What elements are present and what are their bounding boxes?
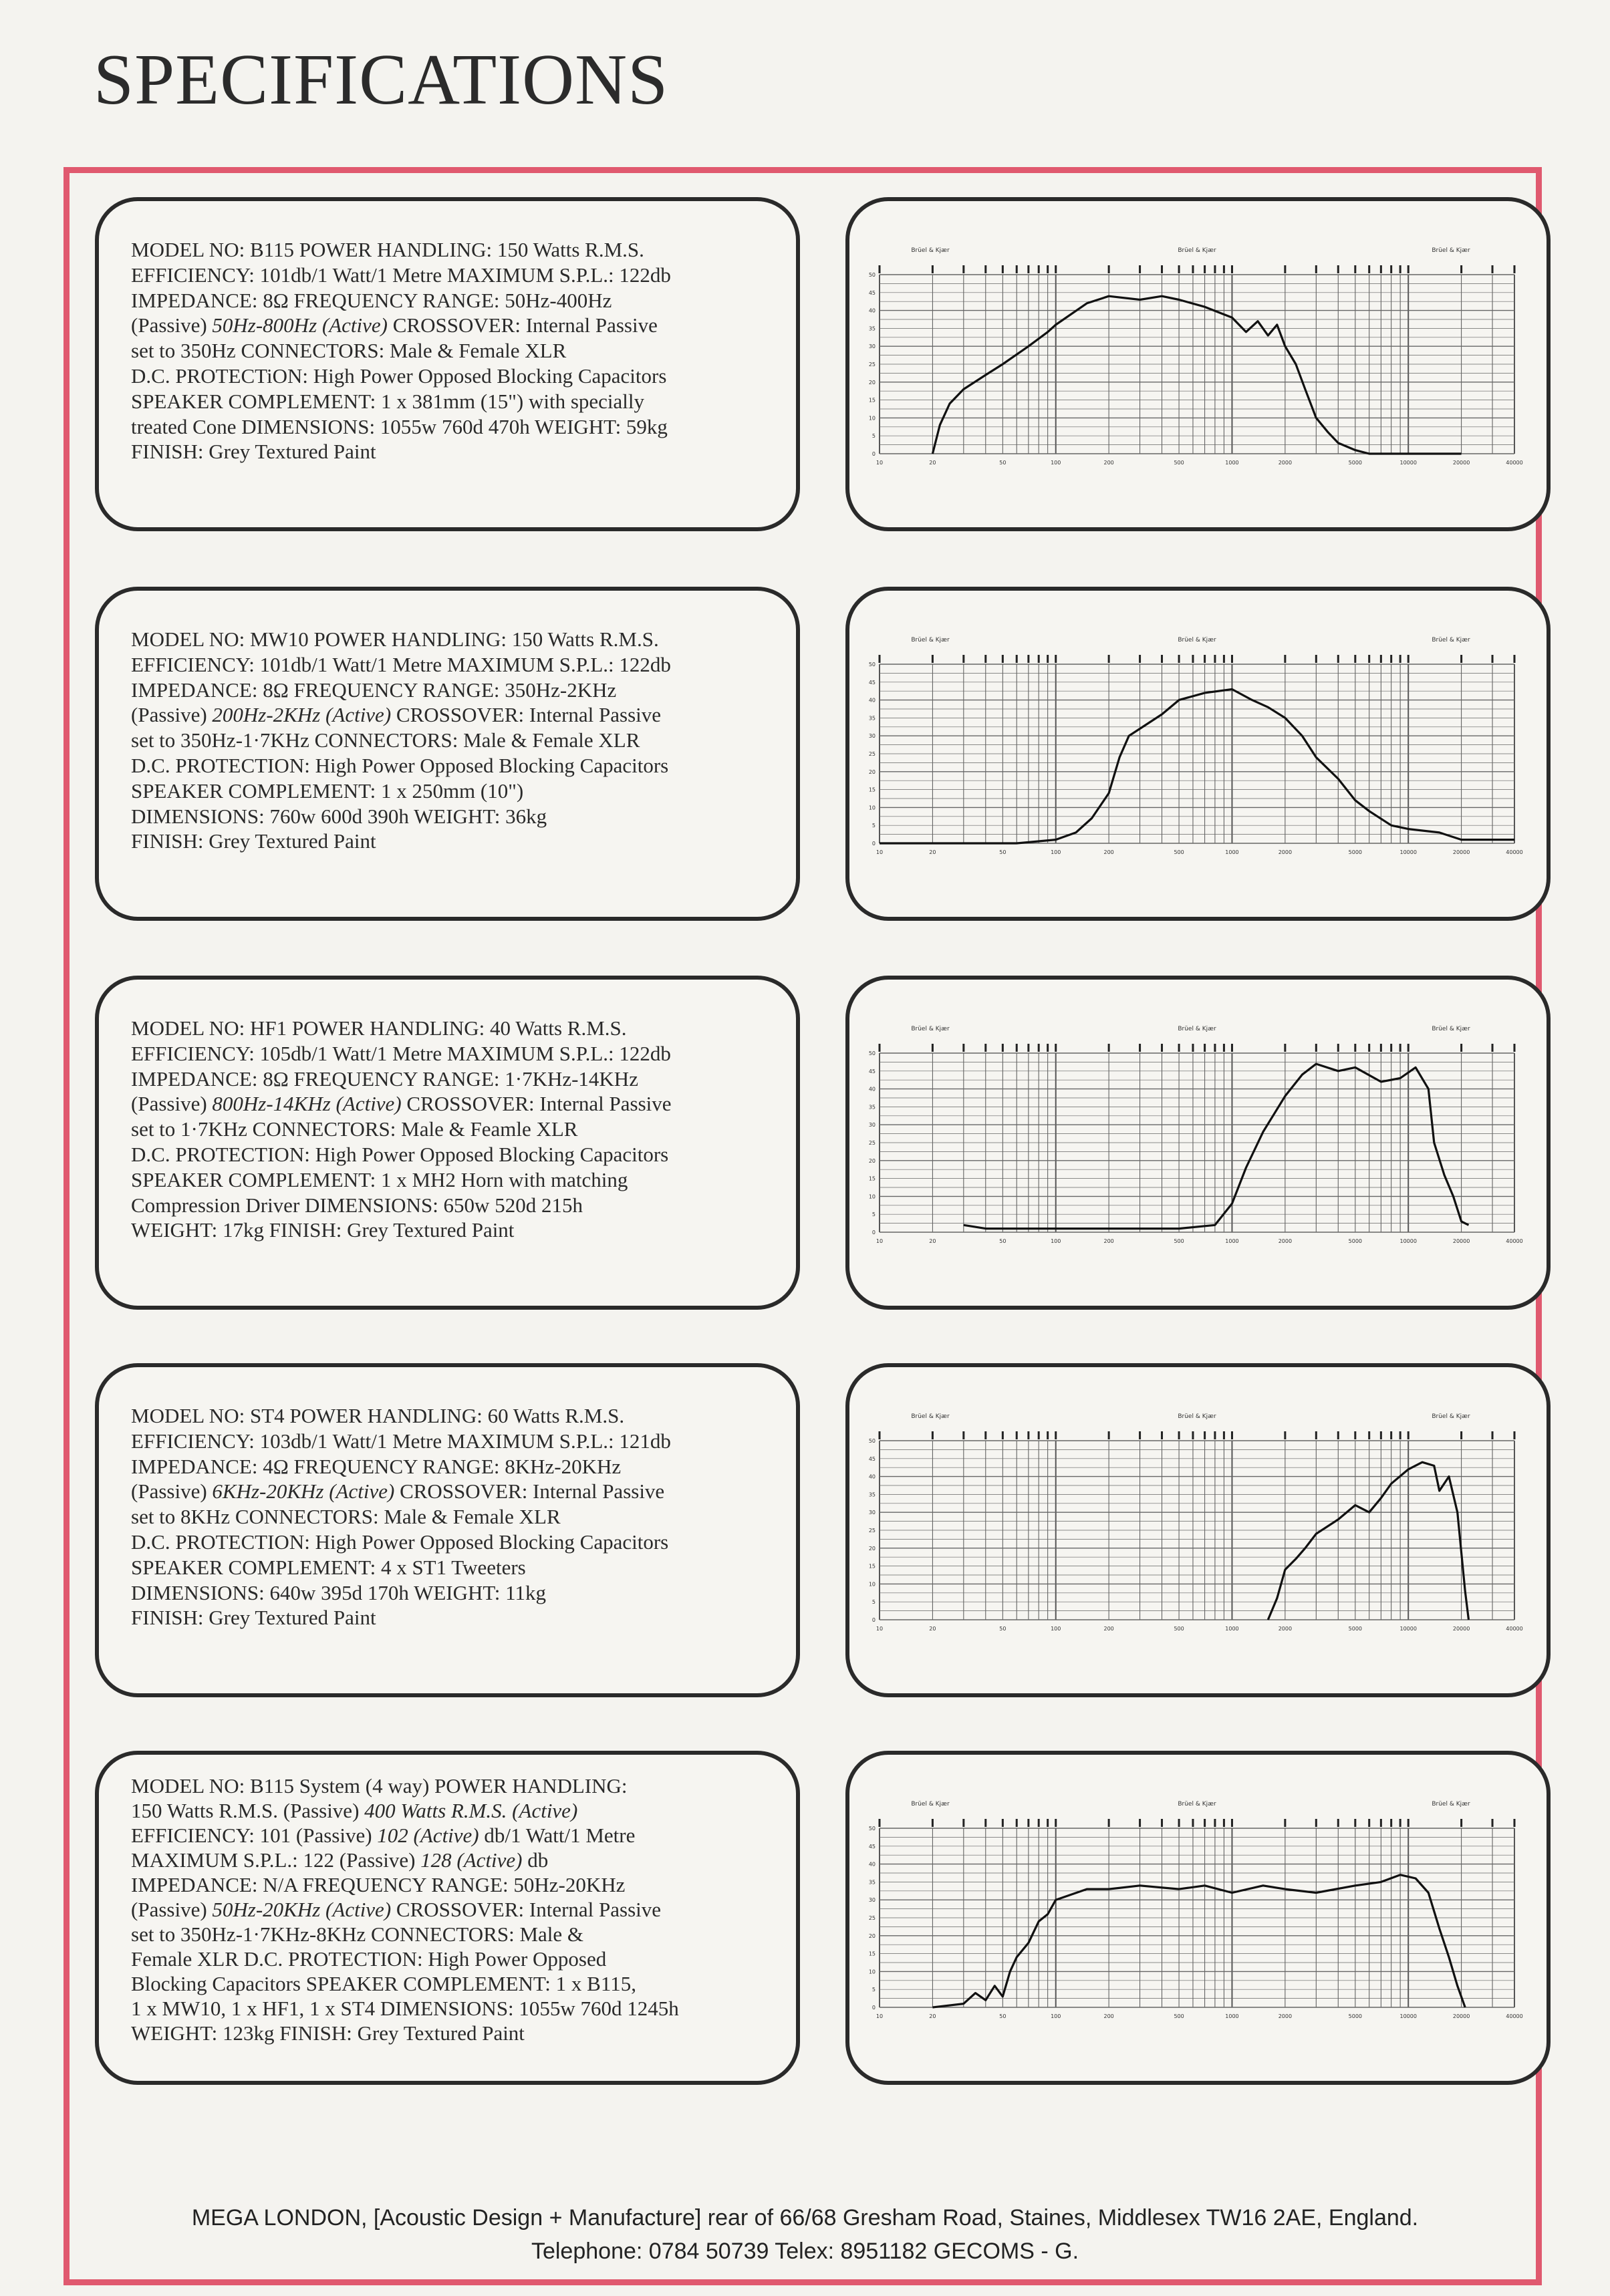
y-tick-label: 45 — [868, 679, 876, 686]
x-tick-label: 1000 — [1225, 849, 1239, 855]
spec-panel-5 — [95, 1751, 800, 2085]
y-tick-label: 20 — [868, 1157, 876, 1164]
spec-line: EFFICIENCY: 103db/1 Watt/1 Metre MAXIMUM S.P.L.: 121db — [131, 1429, 671, 1453]
brand-label: Brüel & Kjær — [1432, 1026, 1470, 1032]
brand-label: Brüel & Kjær — [911, 1026, 950, 1032]
y-tick-label: 25 — [868, 1140, 876, 1146]
x-tick-label: 1000 — [1225, 2013, 1239, 2019]
spec-line: (Passive) 800Hz-14KHz (Active) CROSSOVER: Internal Passive — [131, 1092, 672, 1116]
spec-line: set to 1·7KHz CONNECTORS: Male & Feamle XLR — [131, 1117, 578, 1141]
x-tick-label: 2000 — [1278, 2013, 1293, 2019]
x-tick-label: 500 — [1174, 1626, 1184, 1632]
brand-label: Brüel & Kjær — [1432, 1801, 1470, 1808]
spec-line: IMPEDANCE: 8Ω FREQUENCY RANGE: 50Hz-400Hz — [131, 288, 612, 312]
y-tick-label: 10 — [868, 805, 876, 811]
y-tick-label: 0 — [871, 451, 876, 457]
spec-line: FINISH: Grey Textured Paint — [131, 829, 376, 853]
y-tick-label: 20 — [868, 768, 876, 775]
y-tick-label: 25 — [868, 1528, 876, 1534]
x-tick-label: 2000 — [1278, 1626, 1293, 1632]
brand-label: Brüel & Kjær — [1432, 1413, 1470, 1420]
spec-panel-3 — [95, 976, 800, 1310]
y-tick-label: 40 — [868, 697, 876, 704]
y-tick-label: 5 — [871, 823, 876, 829]
x-tick-label: 1000 — [1225, 1238, 1239, 1244]
y-tick-label: 40 — [868, 1861, 876, 1868]
frequency-response-chart — [849, 1755, 1547, 2081]
spec-line: MODEL NO: HF1 POWER HANDLING: 40 Watts R.M.S. — [131, 1016, 627, 1040]
y-tick-label: 50 — [868, 1826, 876, 1832]
y-tick-label: 35 — [868, 1491, 876, 1498]
spec-line: EFFICIENCY: 101db/1 Watt/1 Metre MAXIMUM S.P.L.: 122db — [131, 652, 671, 676]
x-tick-label: 2000 — [1278, 849, 1293, 855]
spec-line: MODEL NO: B115 System (4 way) POWER HANDLING: — [131, 1774, 628, 1798]
x-tick-label: 20 — [929, 1238, 936, 1244]
y-tick-label: 35 — [868, 1104, 876, 1111]
x-tick-label: 5000 — [1348, 1626, 1363, 1632]
x-tick-label: 10 — [876, 849, 884, 855]
x-tick-label: 500 — [1174, 1238, 1184, 1244]
spec-line: IMPEDANCE: N/A FREQUENCY RANGE: 50Hz-20KHz — [131, 1873, 626, 1896]
frequency-response-chart — [849, 980, 1547, 1306]
y-tick-label: 20 — [868, 379, 876, 386]
x-tick-label: 100 — [1051, 1626, 1061, 1632]
x-tick-label: 10000 — [1399, 460, 1417, 466]
spec-line: set to 350Hz-1·7KHz-8KHz CONNECTORS: Male & — [131, 1922, 584, 1946]
y-tick-label: 0 — [871, 841, 876, 847]
x-tick-label: 200 — [1103, 2013, 1114, 2019]
response-graph-panel-4 — [845, 1363, 1551, 1697]
frequency-response-chart — [849, 591, 1547, 917]
x-tick-label: 50 — [999, 1626, 1007, 1632]
x-tick-label: 500 — [1174, 2013, 1184, 2019]
y-tick-label: 30 — [868, 1122, 876, 1129]
response-curve — [932, 296, 1461, 454]
x-tick-label: 20000 — [1452, 1626, 1470, 1632]
y-tick-label: 5 — [871, 433, 876, 440]
brand-label: Brüel & Kjær — [911, 1801, 950, 1808]
x-tick-label: 20000 — [1452, 849, 1470, 855]
response-graph-panel-2 — [845, 587, 1551, 921]
x-tick-label: 40000 — [1506, 460, 1523, 466]
x-tick-label: 1000 — [1225, 1626, 1239, 1632]
y-tick-label: 0 — [871, 1230, 876, 1236]
spec-panel-4 — [95, 1363, 800, 1697]
x-tick-label: 5000 — [1348, 1238, 1363, 1244]
x-tick-label: 100 — [1051, 1238, 1061, 1244]
spec-line: Female XLR D.C. PROTECTION: High Power Opposed — [131, 1947, 607, 1971]
x-tick-label: 500 — [1174, 849, 1184, 855]
y-tick-label: 35 — [868, 1879, 876, 1886]
y-tick-label: 30 — [868, 1510, 876, 1516]
footer-address: MEGA LONDON, [Acoustic Design + Manufacture] rear of 66/68 Gresham Road, Staines, Middlesex TW16 2AE, England. — [191, 2205, 1419, 2231]
x-tick-label: 5000 — [1348, 460, 1363, 466]
x-tick-label: 20 — [929, 1626, 936, 1632]
spec-line: 1 x MW10, 1 x HF1, 1 x ST4 DIMENSIONS: 1055w 760d 1245h — [131, 1997, 679, 2020]
y-tick-label: 30 — [868, 1897, 876, 1904]
spec-line: (Passive) 200Hz-2KHz (Active) CROSSOVER: Internal Passive — [131, 703, 662, 727]
y-tick-label: 10 — [868, 1193, 876, 1200]
spec-line: EFFICIENCY: 105db/1 Watt/1 Metre MAXIMUM S.P.L.: 122db — [131, 1041, 671, 1065]
x-tick-label: 40000 — [1506, 849, 1523, 855]
y-tick-label: 35 — [868, 325, 876, 332]
y-tick-label: 20 — [868, 1545, 876, 1552]
x-tick-label: 20 — [929, 849, 936, 855]
brand-label: Brüel & Kjær — [911, 1413, 950, 1420]
x-tick-label: 200 — [1103, 460, 1114, 466]
brand-label: Brüel & Kjær — [1178, 1413, 1216, 1420]
x-tick-label: 10 — [876, 2013, 884, 2019]
y-tick-label: 30 — [868, 343, 876, 350]
x-tick-label: 10 — [876, 460, 884, 466]
brand-label: Brüel & Kjær — [1178, 637, 1216, 643]
x-tick-label: 20 — [929, 2013, 936, 2019]
spec-line: (Passive) 50Hz-800Hz (Active) CROSSOVER: Internal Passive — [131, 313, 658, 337]
x-tick-label: 100 — [1051, 2013, 1061, 2019]
x-tick-label: 100 — [1051, 460, 1061, 466]
spec-line: WEIGHT: 17kg FINISH: Grey Textured Paint — [131, 1218, 515, 1242]
y-tick-label: 40 — [868, 1473, 876, 1480]
footer-contacts: Telephone: 0784 50739 Telex: 8951182 GECOMS - G. — [531, 2239, 1079, 2264]
y-tick-label: 10 — [868, 1969, 876, 1975]
spec-line: SPEAKER COMPLEMENT: 1 x 250mm (10") — [131, 778, 524, 803]
y-tick-label: 15 — [868, 1175, 876, 1182]
y-tick-label: 40 — [868, 307, 876, 314]
y-tick-label: 50 — [868, 662, 876, 668]
y-tick-label: 40 — [868, 1086, 876, 1093]
page-title: SPECIFICATIONS — [94, 40, 669, 120]
x-tick-label: 20000 — [1452, 1238, 1470, 1244]
y-tick-label: 5 — [871, 1599, 876, 1606]
y-tick-label: 45 — [868, 1455, 876, 1462]
spec-line: DIMENSIONS: 640w 395d 170h WEIGHT: 11kg — [131, 1580, 547, 1604]
spec-line: 150 Watts R.M.S. (Passive) 400 Watts R.M.S. (Active) — [131, 1799, 578, 1822]
x-tick-label: 200 — [1103, 849, 1114, 855]
x-tick-label: 10000 — [1399, 2013, 1417, 2019]
x-tick-label: 50 — [999, 460, 1007, 466]
spec-line: SPEAKER COMPLEMENT: 1 x MH2 Horn with matching — [131, 1167, 628, 1191]
y-tick-label: 5 — [871, 1211, 876, 1218]
x-tick-label: 40000 — [1506, 1238, 1523, 1244]
y-tick-label: 10 — [868, 1581, 876, 1588]
x-tick-label: 200 — [1103, 1238, 1114, 1244]
y-tick-label: 25 — [868, 1915, 876, 1921]
x-tick-label: 50 — [999, 849, 1007, 855]
spec-line: treated Cone DIMENSIONS: 1055w 760d 470h WEIGHT: 59kg — [131, 414, 668, 438]
spec-line: D.C. PROTECTION: High Power Opposed Blocking Capacitors — [131, 1142, 669, 1166]
spec-line: (Passive) 50Hz-20KHz (Active) CROSSOVER: Internal Passive — [131, 1898, 662, 1921]
x-tick-label: 5000 — [1348, 849, 1363, 855]
spec-panel-1 — [95, 197, 800, 531]
y-tick-label: 45 — [868, 1068, 876, 1074]
y-tick-label: 0 — [871, 1617, 876, 1623]
x-tick-label: 10 — [876, 1626, 884, 1632]
x-tick-label: 20000 — [1452, 460, 1470, 466]
spec-line: set to 8KHz CONNECTORS: Male & Female XLR — [131, 1505, 561, 1529]
spec-line: set to 350Hz CONNECTORS: Male & Female XLR — [131, 339, 567, 363]
y-tick-label: 15 — [868, 1951, 876, 1957]
x-tick-label: 2000 — [1278, 460, 1293, 466]
spec-line: D.C. PROTECTiON: High Power Opposed Blocking Capacitors — [131, 364, 667, 388]
x-tick-label: 2000 — [1278, 1238, 1293, 1244]
spec-line: D.C. PROTECTION: High Power Opposed Blocking Capacitors — [131, 1530, 669, 1554]
spec-line: MODEL NO: B115 POWER HANDLING: 150 Watts R.M.S. — [131, 238, 644, 261]
response-graph-panel-3 — [845, 976, 1551, 1310]
y-tick-label: 45 — [868, 1843, 876, 1850]
x-tick-label: 200 — [1103, 1626, 1114, 1632]
y-tick-label: 15 — [868, 1563, 876, 1570]
y-tick-label: 5 — [871, 1987, 876, 1993]
y-tick-label: 0 — [871, 2005, 876, 2011]
brand-label: Brüel & Kjær — [911, 247, 950, 254]
x-tick-label: 40000 — [1506, 1626, 1523, 1632]
y-tick-label: 30 — [868, 733, 876, 740]
spec-line: MAXIMUM S.P.L.: 122 (Passive) 128 (Active) db — [131, 1848, 549, 1872]
response-curve — [1268, 1462, 1468, 1620]
x-tick-label: 10000 — [1399, 849, 1417, 855]
spec-line: EFFICIENCY: 101 (Passive) 102 (Active) db/1 Watt/1 Metre — [131, 1824, 636, 1847]
response-graph-panel-5 — [845, 1751, 1551, 2085]
spec-line: D.C. PROTECTION: High Power Opposed Blocking Capacitors — [131, 753, 669, 777]
x-tick-label: 100 — [1051, 849, 1061, 855]
y-tick-label: 20 — [868, 1932, 876, 1939]
y-tick-label: 10 — [868, 415, 876, 422]
spec-line: MODEL NO: ST4 POWER HANDLING: 60 Watts R.M.S. — [131, 1404, 625, 1427]
spec-line: set to 350Hz-1·7KHz CONNECTORS: Male & Female XLR — [131, 728, 640, 752]
brand-label: Brüel & Kjær — [1432, 247, 1470, 254]
spec-line: FINISH: Grey Textured Paint — [131, 440, 376, 464]
frequency-response-chart — [849, 201, 1547, 527]
spec-line: FINISH: Grey Textured Paint — [131, 1606, 376, 1630]
x-tick-label: 50 — [999, 1238, 1007, 1244]
x-tick-label: 20 — [929, 460, 936, 466]
brand-label: Brüel & Kjær — [1178, 1801, 1216, 1808]
x-tick-label: 5000 — [1348, 2013, 1363, 2019]
spec-line: (Passive) 6KHz-20KHz (Active) CROSSOVER: Internal Passive — [131, 1479, 665, 1503]
y-tick-label: 25 — [868, 362, 876, 368]
y-tick-label: 15 — [868, 397, 876, 404]
spec-line: IMPEDANCE: 8Ω FREQUENCY RANGE: 350Hz-2KHz — [131, 678, 617, 702]
y-tick-label: 45 — [868, 289, 876, 296]
brand-label: Brüel & Kjær — [1178, 247, 1216, 254]
spec-line: MODEL NO: MW10 POWER HANDLING: 150 Watts R.M.S. — [131, 627, 659, 651]
spec-line: EFFICIENCY: 101db/1 Watt/1 Metre MAXIMUM S.P.L.: 122db — [131, 263, 671, 287]
spec-panel-2 — [95, 587, 800, 921]
footer — [0, 2201, 1610, 2268]
spec-line: WEIGHT: 123kg FINISH: Grey Textured Paint — [131, 2021, 525, 2045]
brand-label: Brüel & Kjær — [1178, 1026, 1216, 1032]
x-tick-label: 10000 — [1399, 1626, 1417, 1632]
y-tick-label: 25 — [868, 751, 876, 757]
y-tick-label: 50 — [868, 272, 876, 278]
x-tick-label: 20000 — [1452, 2013, 1470, 2019]
spec-line: DIMENSIONS: 760w 600d 390h WEIGHT: 36kg — [131, 804, 547, 828]
brand-label: Brüel & Kjær — [911, 637, 950, 643]
response-curve — [880, 690, 1514, 844]
spec-line: SPEAKER COMPLEMENT: 1 x 381mm (15") with specially — [131, 389, 645, 413]
y-tick-label: 35 — [868, 715, 876, 722]
x-tick-label: 10000 — [1399, 1238, 1417, 1244]
x-tick-label: 500 — [1174, 460, 1184, 466]
y-tick-label: 50 — [868, 1050, 876, 1056]
x-tick-label: 50 — [999, 2013, 1007, 2019]
spec-line: Compression Driver DIMENSIONS: 650w 520d 215h — [131, 1193, 583, 1217]
spec-line: IMPEDANCE: 8Ω FREQUENCY RANGE: 1·7KHz-14KHz — [131, 1066, 638, 1091]
frequency-response-chart — [849, 1367, 1547, 1693]
y-tick-label: 15 — [868, 786, 876, 793]
x-tick-label: 10 — [876, 1238, 884, 1244]
x-tick-label: 40000 — [1506, 2013, 1523, 2019]
y-tick-label: 50 — [868, 1438, 876, 1444]
response-curve — [932, 1875, 1465, 2007]
spec-line: SPEAKER COMPLEMENT: 4 x ST1 Tweeters — [131, 1555, 526, 1579]
spec-line: IMPEDANCE: 4Ω FREQUENCY RANGE: 8KHz-20KHz — [131, 1454, 622, 1478]
x-tick-label: 1000 — [1225, 460, 1239, 466]
brand-label: Brüel & Kjær — [1432, 637, 1470, 643]
response-graph-panel-1 — [845, 197, 1551, 531]
spec-line: Blocking Capacitors SPEAKER COMPLEMENT: 1 x B115, — [131, 1972, 636, 1995]
